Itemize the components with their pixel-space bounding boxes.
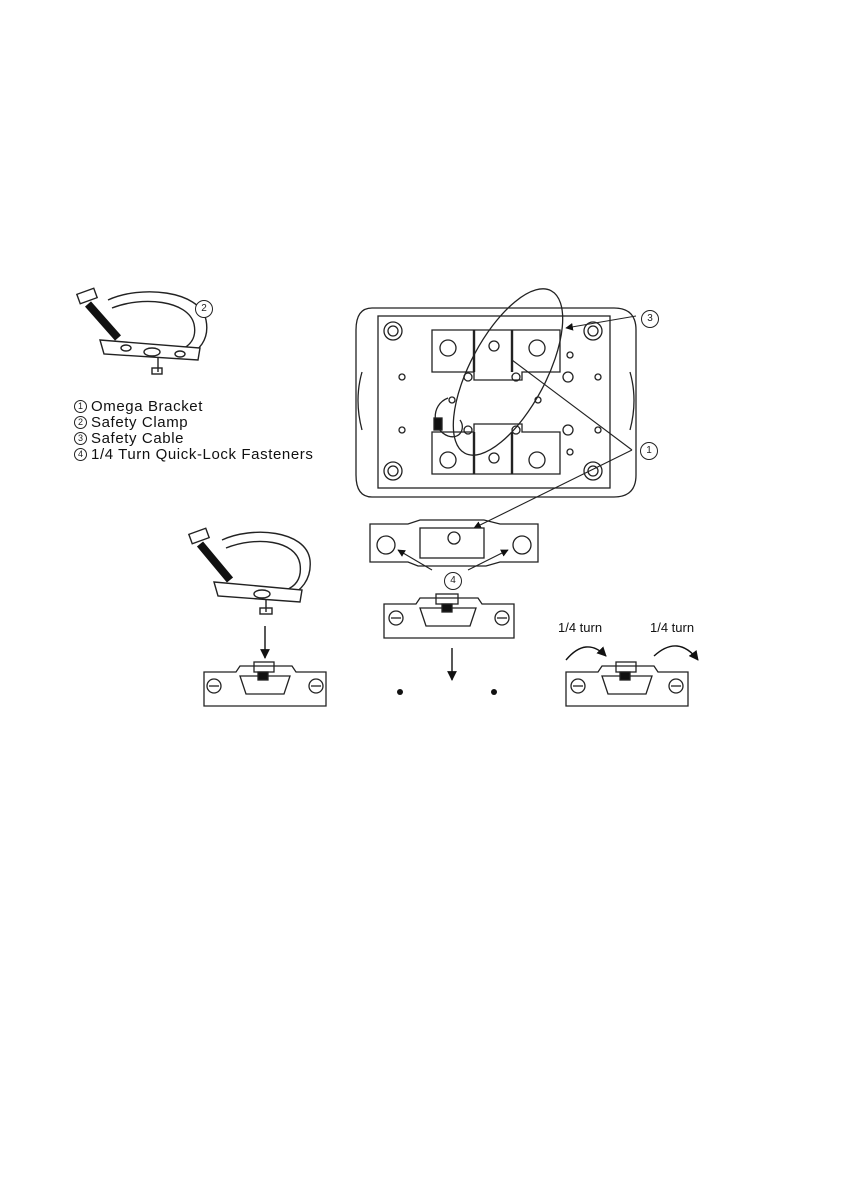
- safety-clamp-drawing: [77, 288, 207, 374]
- turn-label-left: 1/4 turn: [558, 620, 603, 635]
- legend-item: [74, 398, 314, 414]
- leader-lines: [398, 316, 636, 570]
- callout-4: 4: [444, 572, 462, 590]
- legend-number: 3: [74, 432, 87, 445]
- mount-dot-right: [491, 689, 497, 695]
- fastener-middle: [384, 594, 514, 638]
- legend-number: 4: [74, 448, 87, 461]
- legend-label: Safety Cable: [91, 429, 185, 447]
- legend-label: Safety Clamp: [91, 413, 189, 431]
- legend-number: 1: [74, 400, 87, 413]
- legend-item: [74, 446, 314, 462]
- legend-item: [74, 430, 314, 446]
- turn-arrow-left: [566, 647, 606, 660]
- turn-arrow-right: [654, 646, 698, 660]
- legend-number: 2: [74, 416, 87, 429]
- fastener-right: [566, 662, 688, 706]
- parts-legend: [74, 398, 314, 462]
- mount-dot-left: [397, 689, 403, 695]
- callout-2: 2: [195, 300, 213, 318]
- legend-item: [74, 414, 314, 430]
- turn-label-right: 1/4 turn: [650, 620, 695, 635]
- legend-label: Omega Bracket: [91, 397, 204, 415]
- fastener-left: [204, 662, 326, 706]
- callout-3: 3: [641, 310, 659, 328]
- omega-bracket-detail: [370, 520, 538, 566]
- callout-1: 1: [640, 442, 658, 460]
- legend-label: 1/4 Turn Quick-Lock Fasteners: [91, 445, 314, 463]
- clamp-attached-drawing: [189, 528, 310, 614]
- fixture-base-drawing: [356, 273, 636, 497]
